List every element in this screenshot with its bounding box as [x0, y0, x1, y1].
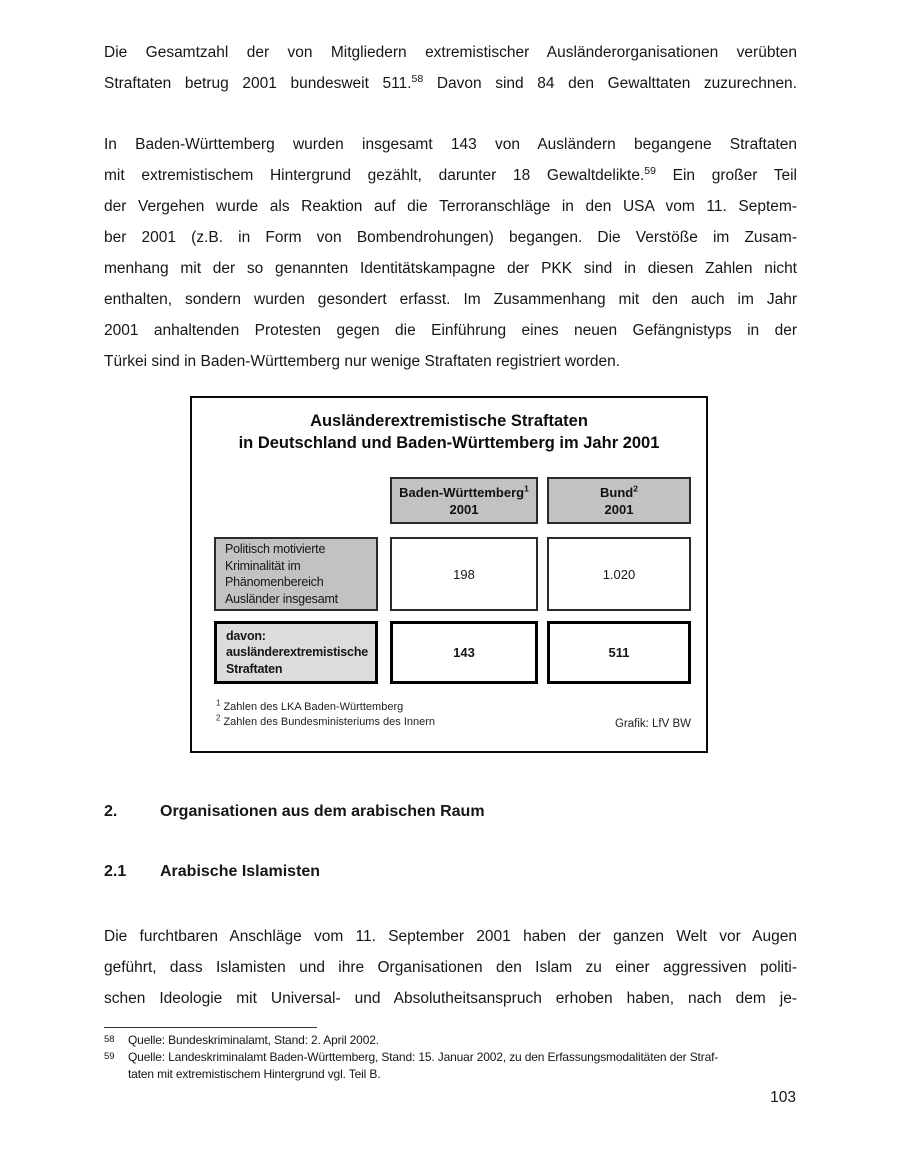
row-label-line: Straftaten [226, 661, 283, 676]
footnote-marker: 58 [104, 1034, 115, 1045]
text-line: enthalten, sondern wurden gesondert erfasst. Im Zusammenhang mit den auch im Jahr [104, 291, 797, 308]
row-label-line: Ausländer insgesamt [225, 591, 338, 606]
footnotes [104, 1032, 780, 1083]
figure-title-line2: in Deutschland und Baden-Württemberg im Jahr 2001 [238, 434, 660, 452]
figure-footnote-marker: 1 [216, 698, 221, 708]
column-header-bund [547, 477, 691, 524]
footnote-reference: 59 [644, 164, 656, 177]
column-header-year: 2001 [604, 501, 634, 517]
row-label-line: ausländerextremistische [226, 645, 369, 660]
footnote-59 [104, 1049, 780, 1083]
paragraph-total-straftaten [104, 37, 797, 99]
figure-footnote-text: Zahlen des Bundesministeriums des Innern [223, 716, 436, 728]
figure-credit: Grafik: LfV BW [614, 718, 691, 730]
text-line: schen Ideologie mit Universal- und Absolutheitsanspruch erhoben haben, nach dem je- [104, 990, 797, 1007]
statistics-figure [190, 396, 708, 753]
row-label-line: Politisch motivierte [225, 542, 326, 556]
paragraph-anschlaege-september [104, 921, 797, 1014]
text-line: Die Gesamtzahl der von Mitgliedern extremistischer Ausländerorganisationen verübten [104, 44, 797, 61]
text-line: Türkei sind in Baden-Württemberg nur wenige Straftaten registriert worden. [104, 353, 621, 370]
figure-footnote-marker: 2 [216, 713, 221, 723]
subsection-number: 2.1 [104, 863, 127, 880]
column-header-name: Bund [600, 484, 634, 500]
text-line: In Baden-Württemberg wurden insgesamt 143 von Ausländern begangene Straftaten [104, 136, 797, 153]
footnote-text: taten mit extremistischem Hintergrund vgl. Teil B. [128, 1067, 381, 1081]
text-line: Die furchtbaren Anschläge vom 11. September 2001 haben der ganzen Welt vor Augen [104, 928, 797, 945]
footnote-58 [104, 1032, 780, 1049]
footnote-reference: 58 [411, 72, 424, 85]
section-title: Organisationen aus dem arabischen Raum [160, 803, 485, 820]
text-line: menhang mit der so genannten Identitätskampagne der PKK sind in diesen Zahlen nicht [104, 260, 797, 277]
figure-footnotes [216, 700, 435, 730]
page-number: 103 [770, 1089, 796, 1106]
row-label-politisch-motivierte-kriminalitaet [214, 537, 378, 611]
text-line: Straftaten betrug 2001 bundesweit 511.58 Davon sind 84 den Gewalttaten zuzurechnen. [104, 72, 797, 92]
row-label-line: Phänomenbereich [225, 575, 324, 589]
footnote-separator [104, 1027, 317, 1028]
column-header-footnote-marker: 2 [633, 483, 638, 494]
value-cell-bw-extremist: 143 [390, 621, 538, 684]
value-cell-bund-total: 1.020 [547, 537, 691, 611]
paragraph-baden-wuerttemberg [104, 129, 797, 377]
row-label-line: davon: [226, 628, 266, 643]
subsection-title: Arabische Islamisten [160, 863, 321, 880]
footnote-text: Quelle: Bundeskriminalamt, Stand: 2. April 2002. [128, 1033, 379, 1047]
row-label-auslaenderextremistische-straftaten [214, 621, 378, 684]
figure-footnote-text: Zahlen des LKA Baden-Württemberg [223, 701, 404, 713]
subsection-heading-2-1 [104, 861, 797, 883]
column-header-footnote-marker: 1 [524, 483, 529, 494]
column-header-name: Baden-Württemberg [399, 484, 525, 500]
section-heading-2 [104, 801, 797, 823]
value-cell-bw-total: 198 [390, 537, 538, 611]
text-line: geführt, dass Islamisten und ihre Organisationen den Islam zu einer aggressiven politi- [104, 959, 797, 976]
value-cell-bund-extremist: 511 [547, 621, 691, 684]
row-label-line: Kriminalität im [225, 558, 301, 573]
figure-title [192, 410, 706, 454]
text-line: mit extremistischem Hintergrund gezählt, darunter 18 Gewaltdelikte.$^{59}$ Ein großer Teil [104, 164, 797, 184]
figure-title-line1: Ausländerextremistische Straftaten [310, 412, 588, 430]
text-line: 2001 anhaltenden Protesten gegen die Einführung eines neuen Gefängnistyps in der [104, 322, 797, 339]
column-header-year: 2001 [449, 501, 479, 517]
text-line: der Vergehen wurde als Reaktion auf die Terroranschläge in den USA vom 11. Septem- [104, 198, 797, 215]
footnote-marker: 59 [104, 1051, 115, 1062]
section-number: 2. [104, 803, 118, 820]
footnote-text: Quelle: Landeskriminalamt Baden-Württemberg, Stand: 15. Januar 2002, zu den Erfassungsmodalitäten der Straf- [128, 1050, 719, 1064]
column-header-baden-wuerttemberg [390, 477, 538, 524]
figure-footnote [216, 700, 435, 715]
text-line: ber 2001 (z.B. in Form von Bombendrohungen) begangen. Die Verstöße im Zusam- [104, 229, 797, 246]
figure-footnote [216, 715, 435, 730]
